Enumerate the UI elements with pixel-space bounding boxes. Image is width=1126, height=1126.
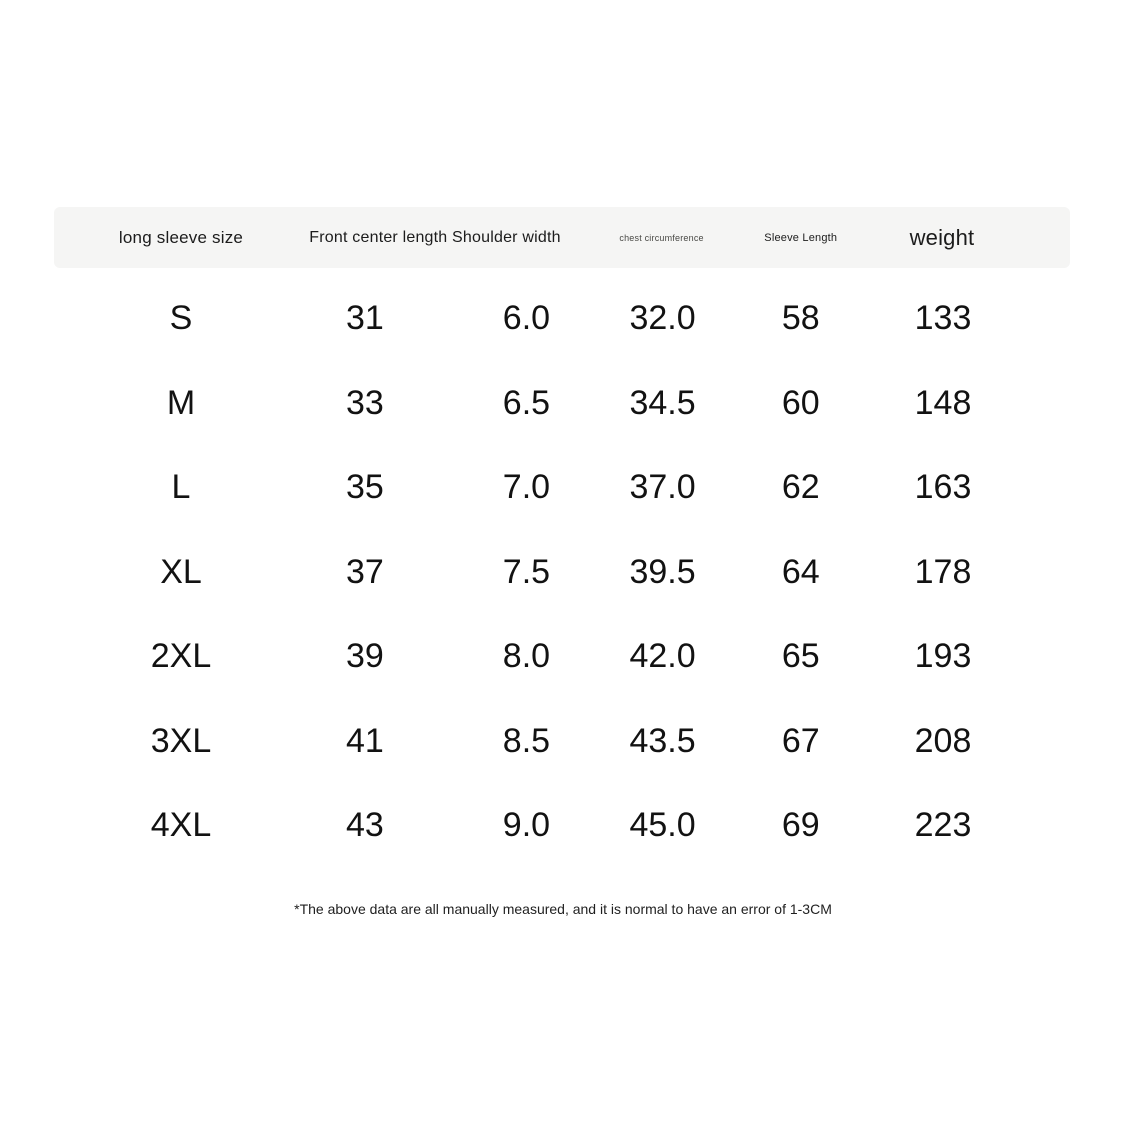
cell-front-center-length: 43 — [345, 806, 384, 845]
cell-shoulder-width: 8.0 — [502, 637, 551, 676]
cell-shoulder-width: 8.5 — [502, 721, 551, 760]
cell-size: XL — [160, 552, 202, 591]
cell-weight: 178 — [914, 552, 972, 591]
header-weight-label: weight — [909, 224, 975, 250]
cell-front-center-length: 41 — [345, 721, 384, 760]
header-size-label: long sleeve size — [118, 227, 244, 247]
cell-size: M — [166, 383, 196, 422]
cell-front-center-length: 35 — [345, 468, 384, 507]
cell-shoulder-width: 9.0 — [502, 806, 551, 845]
cell-shoulder-width: 7.0 — [502, 468, 551, 507]
cell-sleeve-length: 58 — [781, 299, 820, 338]
cell-weight: 193 — [914, 637, 972, 676]
cell-size: 3XL — [150, 721, 212, 760]
cell-chest-circumference: 39.5 — [629, 552, 696, 591]
cell-size: 4XL — [150, 806, 212, 845]
cell-shoulder-width: 6.0 — [502, 299, 551, 338]
table-row-s — [54, 276, 1070, 361]
table-row-4xl — [54, 783, 1070, 868]
cell-front-center-length: 39 — [345, 637, 384, 676]
cell-sleeve-length: 69 — [781, 806, 820, 845]
cell-chest-circumference: 45.0 — [629, 806, 696, 845]
cell-weight: 208 — [914, 721, 972, 760]
cell-weight: 163 — [914, 468, 972, 507]
cell-sleeve-length: 64 — [781, 552, 820, 591]
cell-sleeve-length: 60 — [781, 383, 820, 422]
table-header-row — [54, 207, 1070, 268]
measurement-disclaimer: *The above data are all manually measured, and it is normal to have an error of 1-3CM — [294, 901, 832, 917]
header-chest-label: chest circumference — [619, 232, 704, 243]
cell-front-center-length: 33 — [345, 383, 384, 422]
cell-chest-circumference: 34.5 — [629, 383, 696, 422]
table-body — [54, 276, 1070, 868]
cell-chest-circumference: 42.0 — [629, 637, 696, 676]
header-sleeve-label: Sleeve Length — [764, 231, 838, 244]
table-row-l — [54, 445, 1070, 530]
cell-shoulder-width: 7.5 — [502, 552, 551, 591]
cell-chest-circumference: 32.0 — [629, 299, 696, 338]
cell-weight: 133 — [914, 299, 972, 338]
cell-size: 2XL — [150, 637, 212, 676]
table-row-xl — [54, 530, 1070, 615]
cell-shoulder-width: 6.5 — [502, 383, 551, 422]
cell-size: S — [169, 299, 193, 338]
cell-chest-circumference: 37.0 — [629, 468, 696, 507]
cell-sleeve-length: 67 — [781, 721, 820, 760]
cell-front-center-length: 31 — [345, 299, 384, 338]
cell-sleeve-length: 62 — [781, 468, 820, 507]
cell-front-center-length: 37 — [345, 552, 384, 591]
cell-chest-circumference: 43.5 — [629, 721, 696, 760]
cell-size: L — [171, 468, 191, 507]
table-row-3xl — [54, 699, 1070, 784]
table-row-2xl — [54, 614, 1070, 699]
cell-weight: 148 — [914, 383, 972, 422]
table-row-m — [54, 361, 1070, 446]
cell-weight: 223 — [914, 806, 972, 845]
header-front-shoulder-label: Front center length Shoulder width — [309, 228, 561, 246]
cell-sleeve-length: 65 — [781, 637, 820, 676]
